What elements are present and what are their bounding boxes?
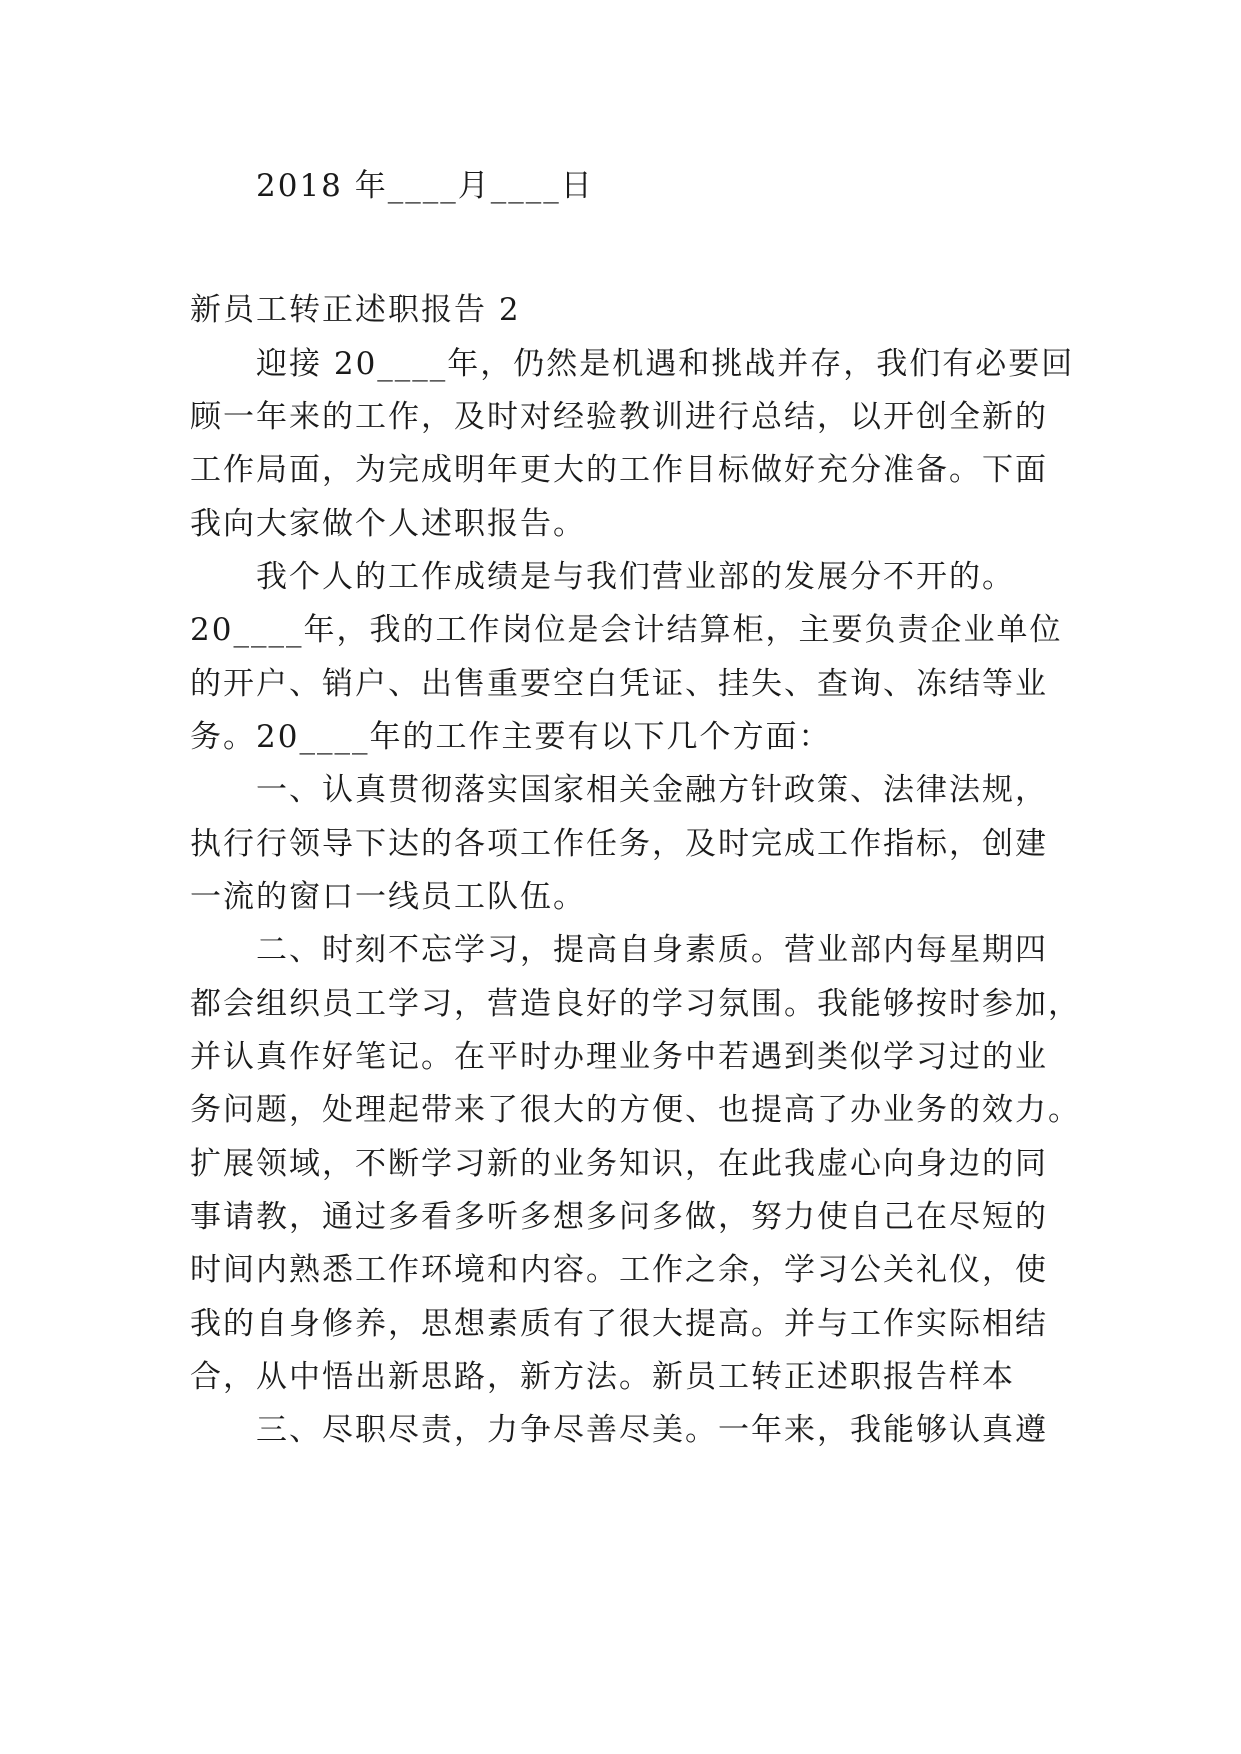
paragraph-line: 合，从中悟出新思路，新方法。新员工转正述职报告样本 — [190, 1359, 1015, 1395]
paragraph-line: 时间内熟悉工作环境和内容。工作之余，学习公关礼仪，使 — [190, 1252, 1048, 1288]
paragraph-line: 三、尽职尽责，力争尽善尽美。一年来，我能够认真遵 — [256, 1412, 1048, 1448]
paragraph-line: 执行行领导下达的各项工作任务，及时完成工作指标，创建 — [190, 826, 1048, 862]
paragraph-line: 务。20____年的工作主要有以下几个方面： — [190, 719, 832, 755]
paragraph-line: 的开户、销户、出售重要空白凭证、挂失、查询、冻结等业 — [190, 666, 1048, 702]
paragraph-line: 我个人的工作成绩是与我们营业部的发展分不开的。 — [256, 559, 1015, 595]
paragraph-line: 迎接 20____年，仍然是机遇和挑战并存，我们有必要回 — [256, 346, 1075, 382]
paragraph-line: 我的自身修养，思想素质有了很大提高。并与工作实际相结 — [190, 1306, 1048, 1342]
paragraph-line: 事请教，通过多看多听多想多问多做，努力使自己在尽短的 — [190, 1199, 1048, 1235]
paragraph-line: 扩展领域，不断学习新的业务知识，在此我虚心向身边的同 — [190, 1146, 1048, 1182]
paragraph-line: 并认真作好笔记。在平时办理业务中若遇到类似学习过的业 — [190, 1039, 1048, 1075]
paragraph-line: 务问题，处理起带来了很大的方便、也提高了办业务的效力。 — [190, 1092, 1081, 1128]
paragraph-line: 一、认真贯彻落实国家相关金融方针政策、法律法规， — [256, 772, 1048, 808]
paragraph-line: 我向大家做个人述职报告。 — [190, 506, 586, 542]
paragraph-line: 工作局面，为完成明年更大的工作目标做好充分准备。下面 — [190, 452, 1048, 488]
paragraph-line: 20____年，我的工作岗位是会计结算柜，主要负责企业单位 — [190, 612, 1063, 648]
section-title: 新员工转正述职报告 2 — [190, 292, 521, 328]
paragraph-line: 都会组织员工学习，营造良好的学习氛围。我能够按时参加， — [190, 986, 1081, 1022]
paragraph-line: 二、时刻不忘学习，提高自身素质。营业部内每星期四 — [256, 932, 1048, 968]
paragraph-line: 顾一年来的工作，及时对经验教训进行总结，以开创全新的 — [190, 399, 1048, 435]
paragraph-line: 一流的窗口一线员工队伍。 — [190, 879, 586, 915]
date-line: 2018 年____月____日 — [256, 168, 594, 204]
